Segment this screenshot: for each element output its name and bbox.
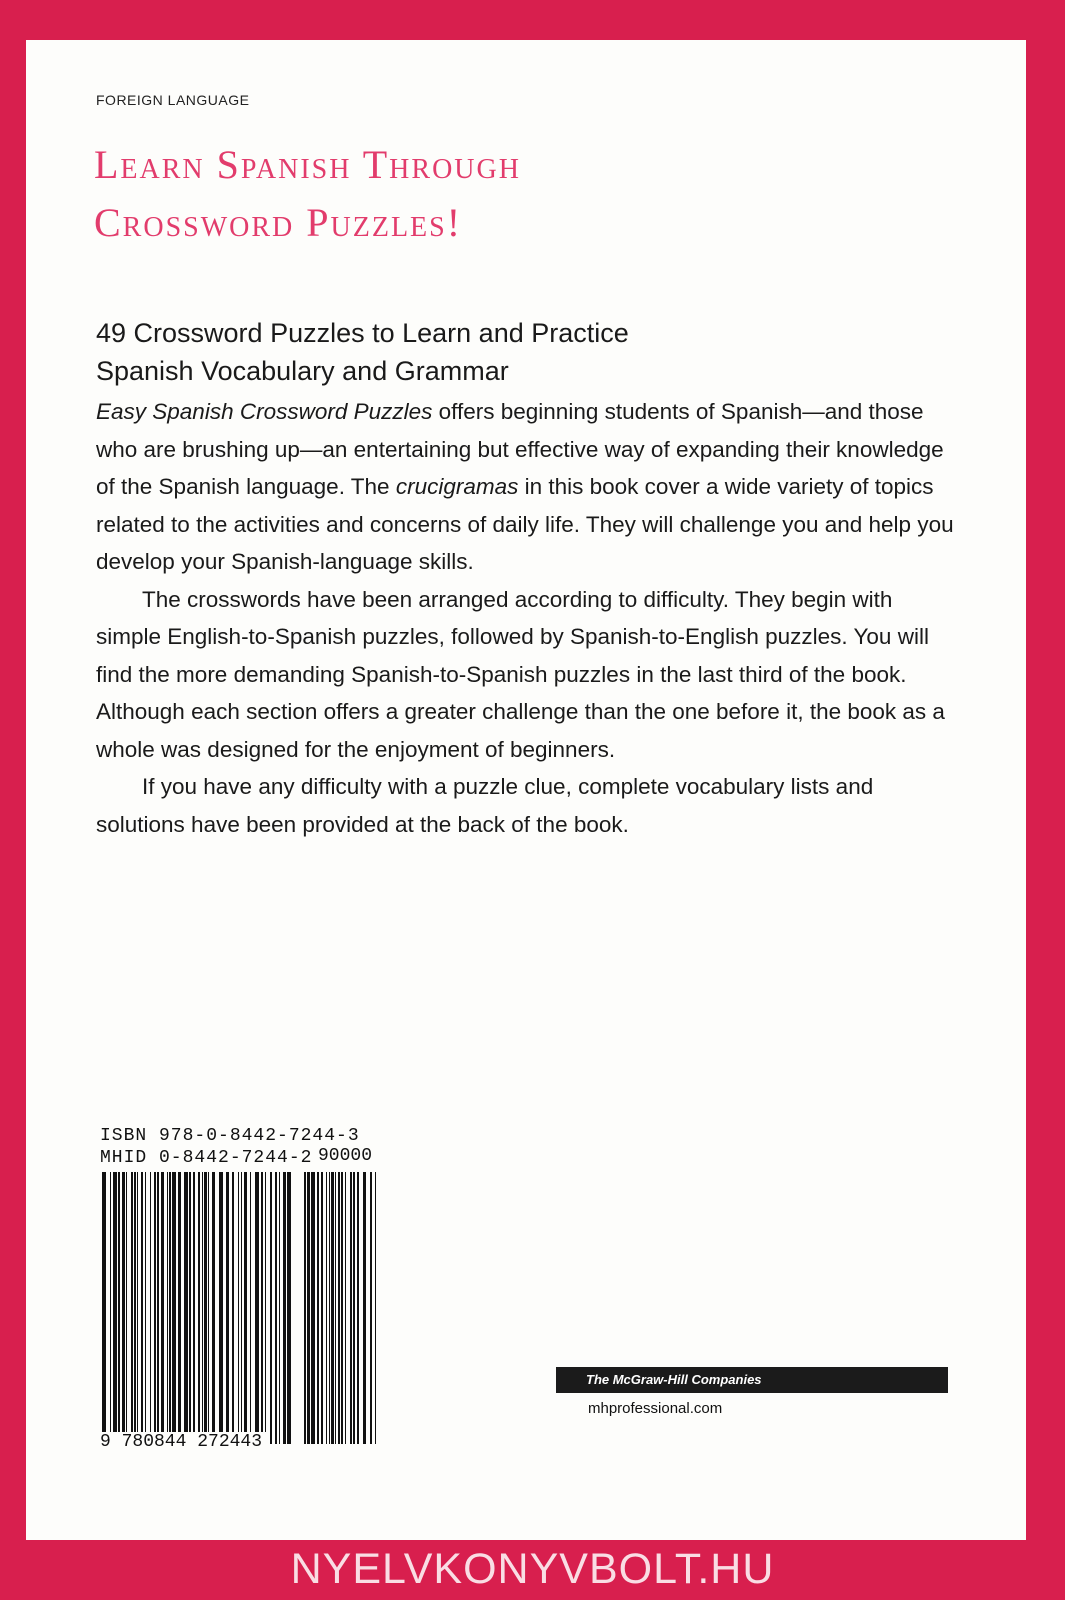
barcode-bar [102,1172,106,1444]
barcode-bar [357,1172,359,1444]
barcode-bar [370,1172,372,1444]
barcode-bar [363,1172,366,1444]
subheadline-line-1: 49 Crossword Puzzles to Learn and Practice [96,318,629,348]
barcode-bar [375,1172,376,1444]
barcode-bar [270,1172,272,1444]
barcode-bar [350,1172,352,1444]
barcode-bar [265,1172,266,1444]
subheadline-line-2: Spanish Vocabulary and Grammar [96,356,509,386]
publisher-url[interactable]: mhprofessional.com [588,1400,723,1417]
barcode-bar [193,1172,195,1444]
barcode-bar [275,1172,277,1444]
barcode-bar [255,1172,259,1444]
barcode-bar [145,1172,146,1444]
barcode-icon [102,1172,292,1444]
barcode-bar [110,1172,111,1444]
barcode-bar [161,1172,164,1444]
barcode-bar [241,1172,242,1444]
barcode-bar [198,1172,200,1444]
barcode-bar [141,1172,143,1444]
barcode-bar [212,1172,215,1444]
barcode-bar [250,1172,251,1444]
barcode-bar [150,1172,151,1444]
barcode-bar [113,1172,117,1444]
barcode-bar [331,1172,334,1444]
back-cover-panel [26,40,1026,1540]
barcode-bar [326,1172,327,1444]
barcode-bar [219,1172,223,1444]
barcode-bar [321,1172,323,1444]
headline-line-2: Crossword Puzzles! [94,200,463,245]
barcode-bar [304,1172,306,1444]
description-paragraph-1: Easy Spanish Crossword Puzzles offers beginning students of Spanish—and those who are brushing up—an entertaining but effective way of expanding their knowledge of the Spanish language. The crucigramas in this book cover a wide variety of topics related to the activities and concerns of daily life. They will challenge you and help you develop your Spanish-language skills. [96,399,954,574]
barcode-bar [154,1172,156,1444]
ean-number: 9 780844 272443 [96,1432,266,1452]
barcode-bar [172,1172,176,1444]
barcode-bar [178,1172,181,1444]
publisher-logo: The McGraw-Hill Companies [556,1367,948,1393]
barcode-bar [226,1172,229,1444]
barcode-bar [167,1172,168,1444]
barcode-bar [204,1172,207,1444]
barcode-bar [122,1172,125,1444]
isbn-number: ISBN 978-0-8442-7244-3 [100,1126,360,1146]
barcode-bar [335,1172,336,1444]
barcode-bar [287,1172,291,1444]
mhid-number: MHID 0-8442-7244-2 [100,1148,313,1168]
term-crucigramas: crucigramas [395,474,519,499]
book-title: Easy Spanish Crossword Puzzles [96,399,433,424]
description [96,393,956,843]
barcode-bar [126,1172,127,1444]
headline-line-1: Learn Spanish Through [94,142,521,187]
barcode-bar [341,1172,343,1444]
barcode-bar [169,1172,171,1444]
barcode-bar [345,1172,346,1444]
barcode-bar [238,1172,239,1444]
barcode-bar [202,1172,203,1444]
description-paragraph-3: If you have any difficulty with a puzzle clue, complete vocabulary lists and solutions have been provided at the back of the book. [96,774,874,837]
barcode-bar [232,1172,234,1444]
addon-barcode-icon [304,1172,376,1444]
barcode-bar [317,1172,319,1444]
price-code: 90000 [318,1146,373,1166]
watermark: NYELVKONYVBOLT.HU [290,1545,775,1593]
barcode-bar [189,1172,191,1444]
barcode-bar [261,1172,263,1444]
barcode-bar [157,1172,159,1444]
barcode-bar [184,1172,188,1444]
barcode-bar [134,1172,136,1444]
barcode-bar [311,1172,315,1444]
barcode-bar [283,1172,286,1444]
category-label: FOREIGN LANGUAGE [96,92,250,108]
barcode-bar [131,1172,133,1444]
barcode-bar [118,1172,120,1444]
barcode-bar [279,1172,280,1444]
description-paragraph-2: The crosswords have been arranged according to difficulty. They begin with simple English-to-Spanish puzzles, followed by Spanish-to-English puzzles. You will find the more demanding Spanish-to-Spanish puzzles in the last third of the book. Although each section offers a greater challenge than the one before it, the book as a whole was designed for the enjoyment of beginners. [96,586,945,762]
barcode-bar [353,1172,355,1444]
barcode-bar [307,1172,310,1444]
barcode-bar [208,1172,209,1444]
barcode-bar [244,1172,247,1444]
headline [94,136,994,252]
barcode-bar [338,1172,340,1444]
barcode-bar [329,1172,330,1444]
subheadline [96,314,956,390]
barcode-bar [137,1172,138,1444]
